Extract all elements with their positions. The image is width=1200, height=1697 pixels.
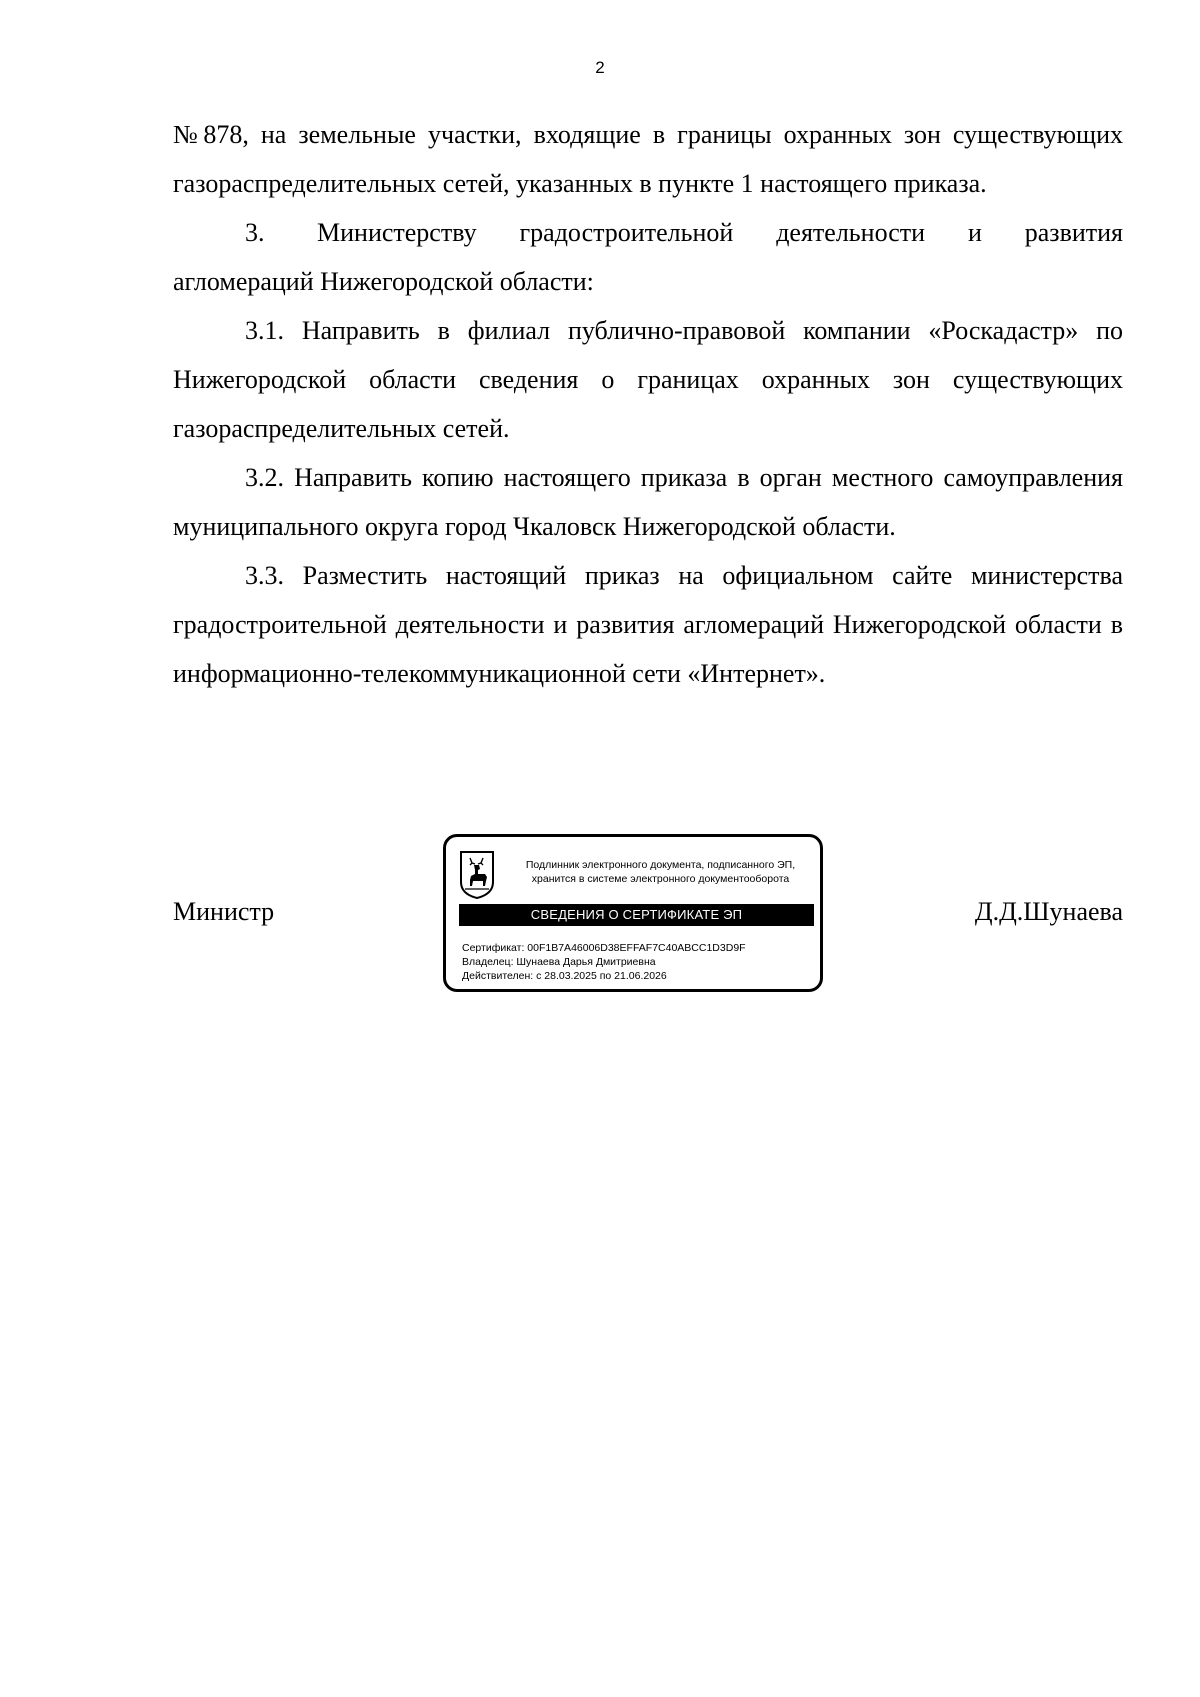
page-number: 2 <box>595 58 605 77</box>
certificate-banner: СВЕДЕНИЯ О СЕРТИФИКАТЕ ЭП <box>459 904 814 926</box>
signatory-name: Д.Д.Шунаева <box>974 897 1123 926</box>
paragraph-item-3-3: 3.3. Разместить настоящий приказ на официальном сайте министерства градостроительной деятельности и развития агломераций Нижегородской области в информационно-телекоммуникационной сети «Интернет». <box>173 561 1123 688</box>
paragraph-item-3 <box>173 208 1123 306</box>
stamp-header-line-2: хранится в системе электронного документооборота <box>531 873 790 885</box>
certificate-details <box>462 941 812 983</box>
paragraph-continuation: №878, на земельные участки, входящие в границы охранных зон существующих газораспределительных сетей, указанных в пункте 1 настоящего приказа. <box>173 120 1123 198</box>
document-body <box>173 110 1123 698</box>
electronic-signature-stamp <box>443 834 823 992</box>
certificate-validity: Действителен: с 28.03.2025 по 21.06.2026 <box>462 970 667 982</box>
stamp-header <box>508 858 813 886</box>
certificate-serial: Сертификат: 00F1B7A46006D38EFFAF7C40ABCC1D3D9F <box>462 942 746 954</box>
certificate-owner: Владелец: Шунаева Дарья Дмитриевна <box>462 956 656 968</box>
item-3-text: Министерству градостроительной деятельности и развития агломераций Нижегородской области: <box>173 218 1123 296</box>
paragraph-item-3-2: 3.2. Направить копию настоящего приказа в орган местного самоуправления муниципального округа город Чкаловск Нижегородской области. <box>173 463 1123 541</box>
paragraph-item-3-1: 3.1. Направить в филиал публично-правовой компании «Роскадастр» по Нижегородской области сведения о границах охранных зон существующих газораспределительных сетей. <box>173 316 1123 443</box>
deer-coat-of-arms-icon <box>459 850 495 900</box>
stamp-header-line-1: Подлинник электронного документа, подписанного ЭП, <box>525 859 796 871</box>
signatory-title: Министр <box>173 897 275 926</box>
item-3-number: 3. <box>245 218 265 247</box>
